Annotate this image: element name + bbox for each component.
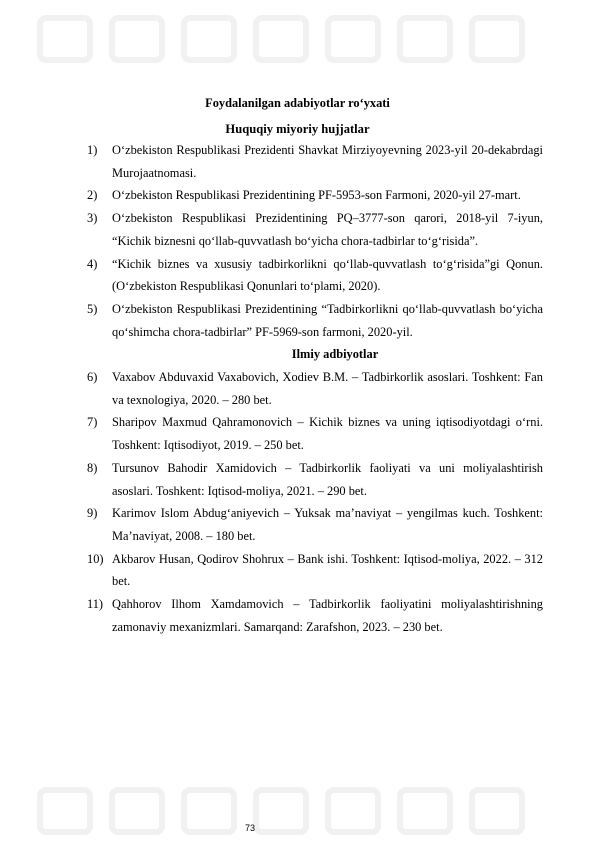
- item-number: 1): [87, 143, 98, 157]
- item-text: O‘zbekiston Respublikasi Prezidentining “Tadbirkorlikni qo‘llab-quvvatlash bo‘yicha qo‘shimcha chora-tadbirlar” PF-5969-son farmoni, 2020-yil.: [112, 301, 543, 339]
- item-number: 7): [87, 415, 98, 430]
- item-text: O‘zbekiston Respublikasi Prezidentining PQ–3777-son qarori, 2018-yil 7-iyun, “Kichik biznesni qo‘llab-quvvatlash bo‘yicha chora-tadbirlar to‘g‘risida”.: [112, 211, 543, 248]
- list-item: [87, 548, 543, 593]
- list-item: [87, 457, 543, 502]
- section-heading-scientific: Ilmiy adbiyotlar: [291, 347, 379, 362]
- list-item: [87, 411, 543, 456]
- list-item: [87, 139, 543, 184]
- item-text: Karimov Islom Abdug‘aniyevich – Yuksak ma’naviyat – yengilmas kuch. Toshkent: Ma’naviyat, 2008. – 180 bet.: [112, 506, 543, 543]
- item-number: 4): [87, 256, 98, 271]
- list-item: [87, 593, 543, 638]
- item-number: 10): [87, 551, 104, 566]
- item-text: Sharipov Maxmud Qahramonovich – Kichik biznes va uning iqtisodiyotdagi o‘rni. Toshkent: Iqtisodiyot, 2019. – 250 bet.: [112, 415, 543, 453]
- item-text: O‘zbekiston Respublikasi Prezidenti Shavkat Mirziyoyevning 2023-yil 20-dekabrdagi Murojaatnomasi.: [112, 143, 543, 180]
- item-text: O‘zbekiston Respublikasi Prezidentining PF-5953-son Farmoni, 2020-yil 27-mart.: [112, 188, 521, 203]
- list-item: [87, 366, 543, 411]
- item-number: 9): [87, 506, 98, 521]
- item-number: 6): [87, 370, 98, 385]
- page-number: 73: [244, 823, 255, 833]
- list-item: [87, 207, 543, 252]
- reference-list-legal: [87, 139, 543, 638]
- item-number: 2): [87, 188, 98, 203]
- list-item: [87, 184, 543, 207]
- list-item: [87, 502, 543, 547]
- page-title: Foydalanilgan adabiyotlar ro‘yxati: [205, 96, 390, 110]
- item-number: 5): [87, 301, 98, 316]
- list-item: [87, 253, 543, 298]
- item-number: 3): [87, 211, 98, 226]
- item-text: Tursunov Bahodir Xamidovich – Tadbirkorlik faoliyati va uni moliyalashtirish asoslari. Toshkent: Iqtisod-moliya, 2021. – 290 bet.: [112, 460, 543, 498]
- item-text: “Kichik biznes va xususiy tadbirkorlikni qo‘llab-quvvatlash to‘g‘risida”gi Qonun. (O‘zbekiston Respublikasi Qonunlari to‘plami, 2020).: [112, 256, 543, 294]
- item-number: 11): [87, 597, 104, 612]
- item-number: 8): [87, 460, 98, 475]
- item-text: Akbarov Husan, Qodirov Shohrux – Bank ishi. Toshkent: Iqtisod-moliya, 2022. – 312 bet.: [112, 551, 543, 589]
- item-text: Qahhorov Ilhom Xamdamovich – Tadbirkorlik faoliyatini moliyalashtirishning zamonaviy mexanizmlari. Samarqand: Zarafshon, 2023. – 230 bet.: [112, 597, 543, 634]
- list-item: [87, 298, 543, 343]
- section-heading-legal: Huquqiy miyoriy hujjatlar: [225, 122, 370, 136]
- item-text: Vaxabov Abduvaxid Vaxabovich, Xodiev B.M. – Tadbirkorlik asoslari. Toshkent: Fan va texnologiya, 2020. – 280 bet.: [112, 370, 543, 407]
